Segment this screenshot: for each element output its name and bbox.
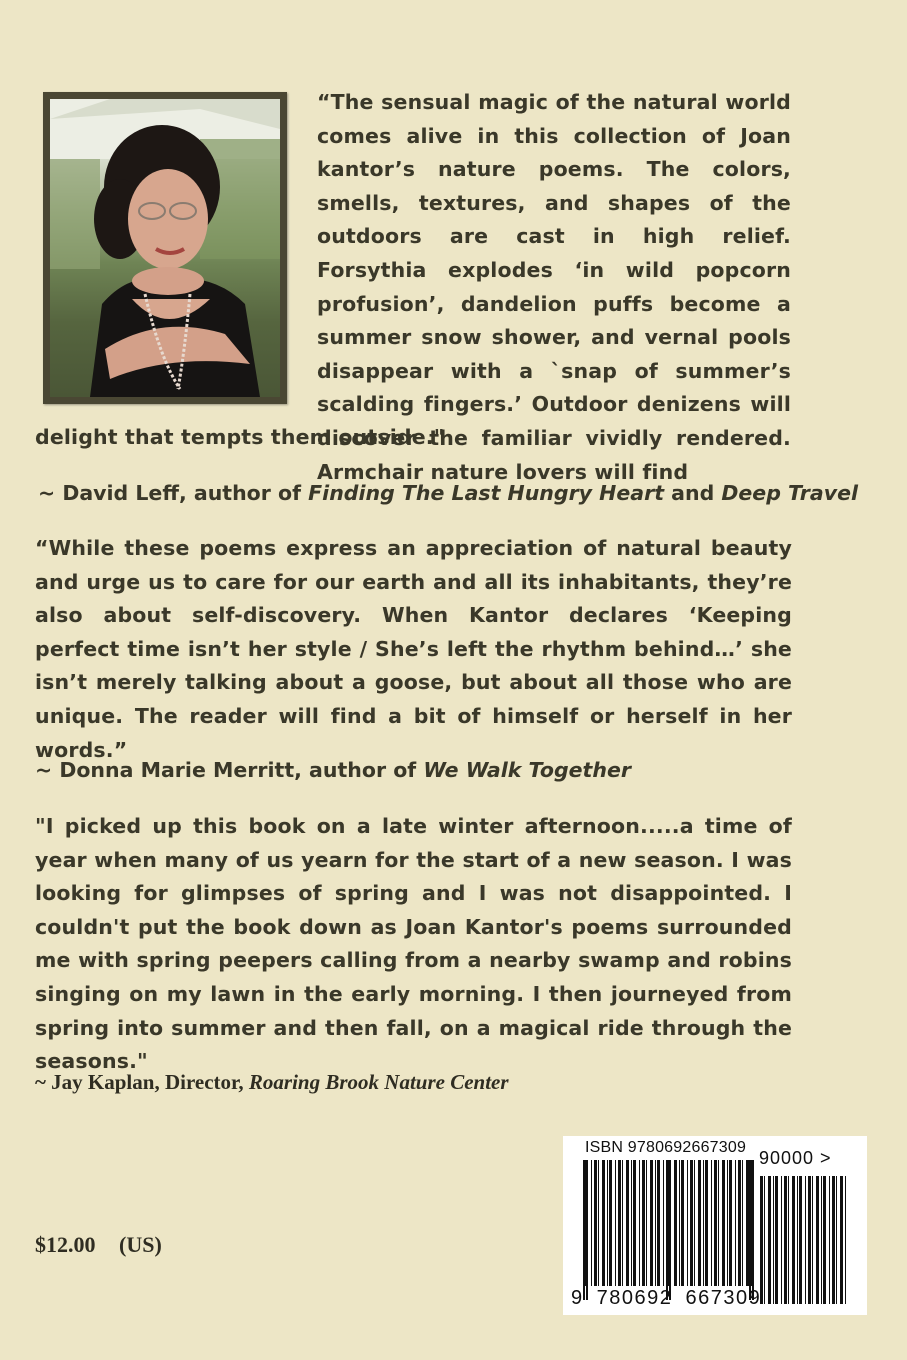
quote-3-text: "I picked up this book on a late winter afternoon.....a time of year when many of us yearn for the start of a new season. I was looking for glimpses of spring and I was not disappointed. I couldn't put the book down as Joan Kantor's poems surrounded me with spring peepers calling from a nearby swamp and robins singing on my lawn in the early morning. I then journeyed from spring into summer and then fall, on a magical ride through the seasons." [35,814,792,1074]
book-title: Finding The Last Hungry Heart [308,481,664,505]
quote-1-attribution [38,478,858,508]
organization-name: Roaring Brook Nature Center [248,1070,509,1094]
book-title: We Walk Together [423,758,631,782]
attribution-prefix: ~ Donna Marie Merritt, author of [35,758,417,782]
author-photo [50,99,280,397]
attribution-and: and [671,481,715,505]
barcode-digits: 9 780692 667309 [571,1287,762,1309]
quote-3-attribution [35,1070,509,1095]
price-currency: (US) [119,1232,162,1257]
isbn-label: ISBN 9780692667309 [585,1139,747,1156]
attribution-prefix: ~ Jay Kaplan, Director, [35,1070,244,1094]
author-photo-frame [43,92,287,404]
quote-1-text-top: “The sensual magic of the natural world comes alive in this collection of Joan kantor’s nature poems. The colors, smells, textures, and shapes of the outdoors are cast in high relief. Forsythia explodes ‘in wild popcorn profusion’, dandelion puffs become a summer snow shower, and vernal pools disappear with a `snap of summer’s scalding fingers.’ Outdoor denizens will discover the familiar vividly rendered. Armchair nature lovers will find [317,90,791,484]
quote-2-attribution [35,755,631,785]
price [35,1232,162,1258]
quote-2-text: “While these poems express an appreciation of natural beauty and urge us to care for our earth and all its inhabitants, they’re also about self-discovery. When Kantor declares ‘Keeping perfect time isn’t her style / She’s left the rhythm behind…’ she isn’t merely talking about a goose, but about all those who are unique. The reader will find a bit of himself or herself in her words.” [35,536,792,762]
isbn-barcode [563,1136,867,1315]
barcode-addon-number: 90000 > [759,1148,832,1168]
quote-1-text-bottom: delight that tempts them outside." [35,425,445,449]
author-portrait-image [50,99,280,397]
price-amount: $12.00 [35,1232,96,1257]
book-title: Deep Travel [721,481,858,505]
attribution-prefix: ~ David Leff, author of [38,481,302,505]
